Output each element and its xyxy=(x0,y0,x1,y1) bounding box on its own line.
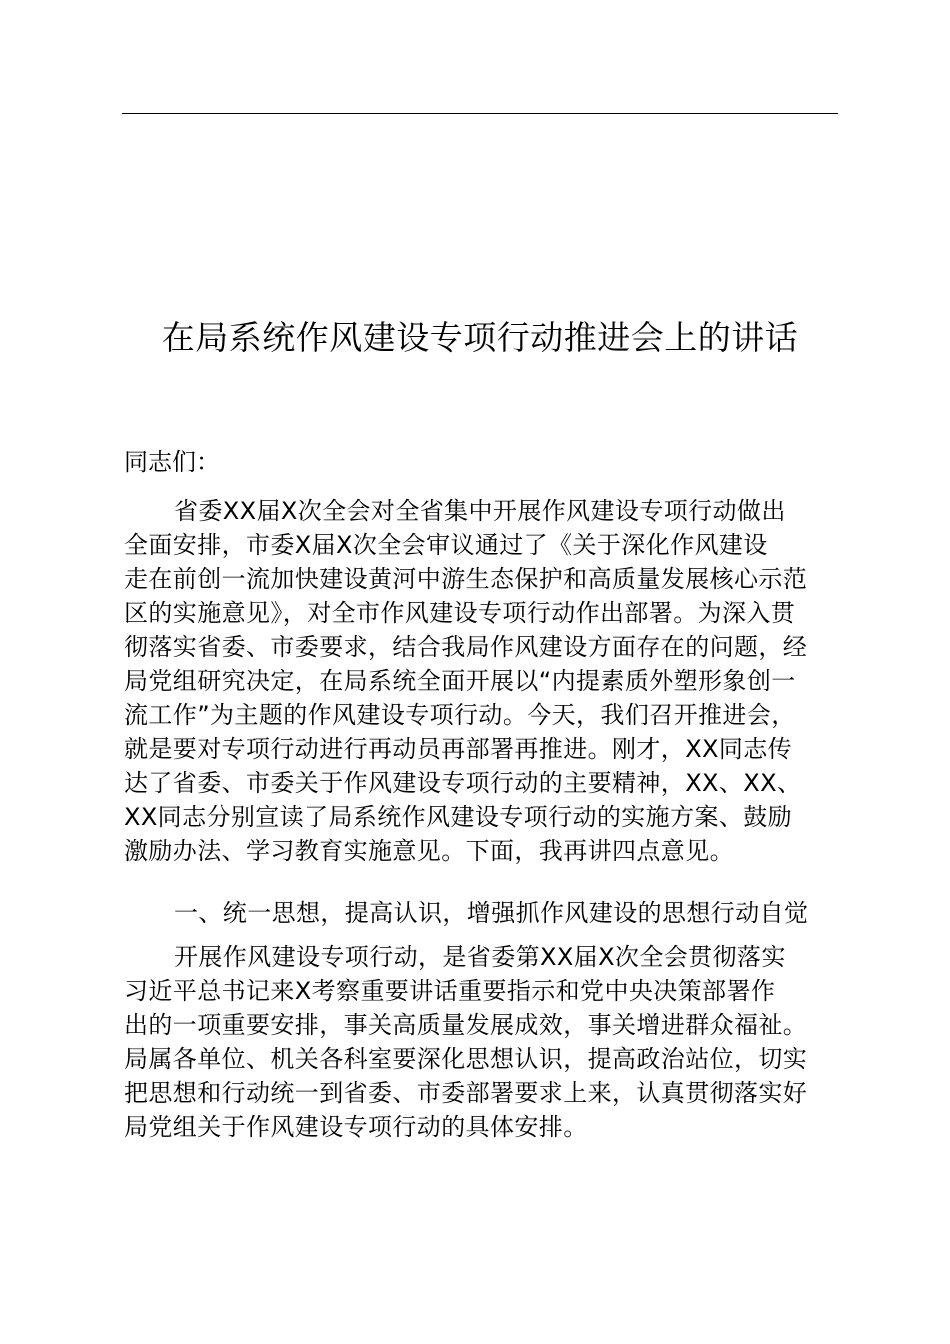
section-heading-text: 一、统一思想，提高认识，增强抓作风建设的思想行动自觉 xyxy=(174,899,809,927)
text-line: 出的一项重要安排，事关高质量发展成效，事关增进群众福祉。 xyxy=(124,1011,808,1039)
text-line: 彻落实省委、市委要求，结合我局作风建设方面存在的问题，经 xyxy=(124,633,808,661)
paragraph-section-one xyxy=(124,940,840,1144)
text-line: 激励办法、学习教育实施意见。下面，我再讲四点意见。 xyxy=(124,837,734,865)
text-line: XX同志分别宣读了局系统作风建设专项行动的实施方案、鼓励 xyxy=(124,803,793,831)
text-line: 省委XX届X次全会对全省集中开展作风建设专项行动做出 xyxy=(174,497,786,525)
text-line: 走在前创一流加快建设黄河中游生态保护和高质量发展核心示范 xyxy=(124,565,808,593)
salutation: 同志们： xyxy=(124,448,220,476)
text-line: 把思想和行动统一到省委、市委部署要求上来，认真贯彻落实好 xyxy=(124,1079,808,1107)
text-line: 习近平总书记来X考察重要讲话重要指示和党中央决策部署作 xyxy=(124,977,776,1005)
text-line: 局党组研究决定，在局系统全面开展以“内提素质外塑形象创一 xyxy=(124,667,796,695)
text-line: 全面安排，市委X届X次全会审议通过了《关于深化作风建设 xyxy=(124,531,768,559)
text-line: 区的实施意见》，对全市作风建设专项行动作出部署。为深入贯 xyxy=(124,599,796,627)
text-line: 局党组关于作风建设专项行动的具体安排。 xyxy=(124,1113,588,1141)
text-line: 流工作”为主题的作风建设专项行动。今天，我们召开推进会， xyxy=(124,701,796,729)
header-rule xyxy=(122,113,838,114)
text-line: 开展作风建设专项行动，是省委第XX届X次全会贯彻落实 xyxy=(174,943,786,971)
text-line: 达了省委、市委关于作风建设专项行动的主要精神，XX、XX、 xyxy=(124,769,802,797)
text-line: 就是要对专项行动进行再动员再部署再推进。刚才，XX同志传 xyxy=(124,735,793,763)
section-heading xyxy=(124,896,840,930)
document-title: 在局系统作风建设专项行动推进会上的讲话 xyxy=(161,318,799,357)
paragraph-intro xyxy=(124,494,840,868)
text-line: 局属各单位、机关各科室要深化思想认识，提高政治站位，切实 xyxy=(124,1045,808,1073)
